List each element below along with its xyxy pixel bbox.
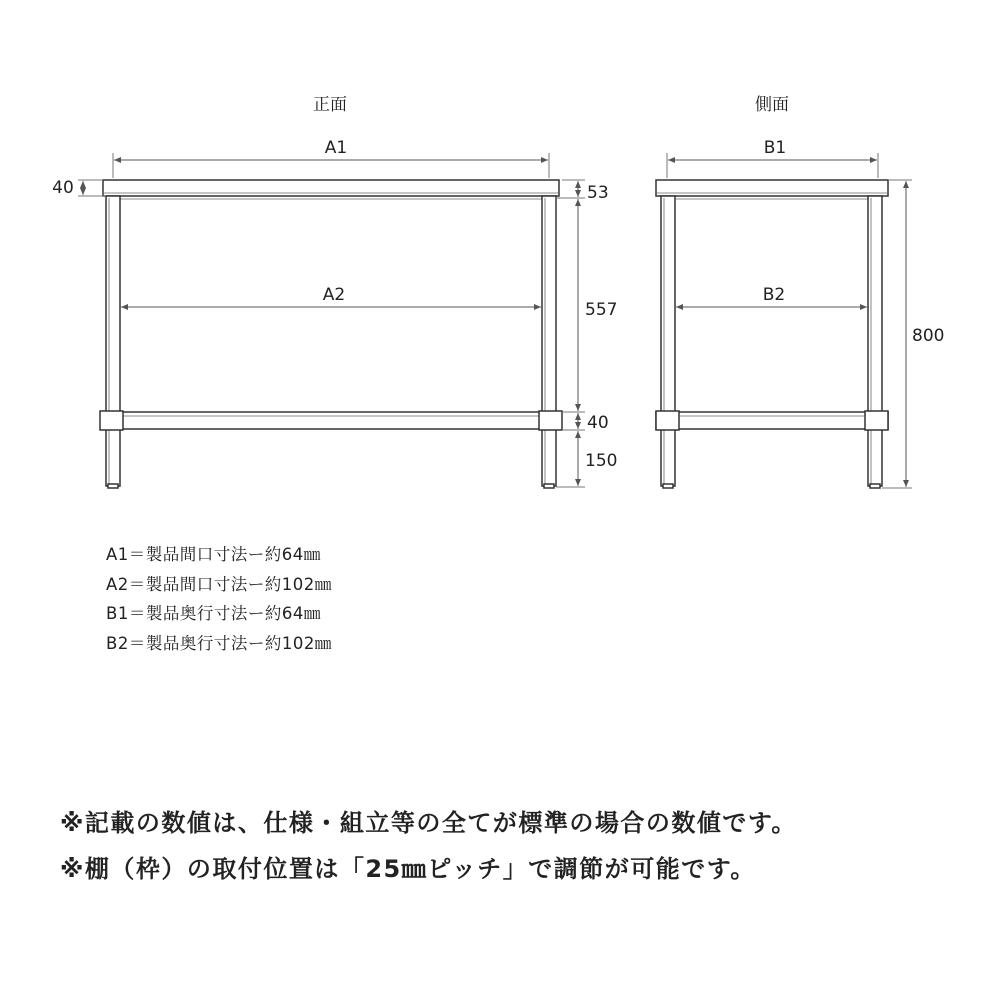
note-item: ※記載の数値は、仕様・組立等の全てが標準の場合の数値です。	[60, 809, 797, 837]
front-shelf	[103, 412, 559, 429]
side-view-title: 側面	[755, 95, 789, 115]
a1-label: A1	[324, 138, 348, 158]
front-tabletop	[103, 180, 559, 196]
side-left-leg	[661, 196, 675, 486]
dimension-legend	[106, 540, 332, 658]
a2-label: A2	[322, 285, 346, 305]
side-tabletop	[656, 180, 888, 196]
front-left-leg	[106, 196, 120, 486]
top-left-dim-label: 40	[52, 178, 74, 198]
side-right-leg	[868, 196, 882, 486]
side-view	[656, 95, 944, 488]
side-shelf	[656, 412, 888, 429]
foot-dim-label: 150	[585, 451, 618, 471]
b1-label: B1	[763, 138, 787, 158]
notes	[60, 800, 797, 892]
note-item: ※棚（枠）の取付位置は「25㎜ピッチ」で調節が可能です。	[60, 855, 756, 883]
b2-label: B2	[762, 285, 786, 305]
legend-item: B1＝製品奥行寸法ー約64㎜	[106, 604, 321, 623]
legend-item: B2＝製品奥行寸法ー約102㎜	[106, 633, 332, 653]
front-right-leg	[542, 196, 556, 486]
front-view-title: 正面	[313, 95, 347, 115]
front-view	[52, 95, 617, 488]
middle-dim-label: 557	[585, 300, 618, 320]
shelf-dim-label: 40	[587, 413, 609, 433]
legend-item: A2＝製品間口寸法ー約102㎜	[106, 574, 332, 594]
total-height-label: 800	[912, 326, 945, 346]
legend-item: A1＝製品間口寸法ー約64㎜	[106, 545, 321, 564]
top-right-dim-label: 53	[587, 183, 609, 203]
